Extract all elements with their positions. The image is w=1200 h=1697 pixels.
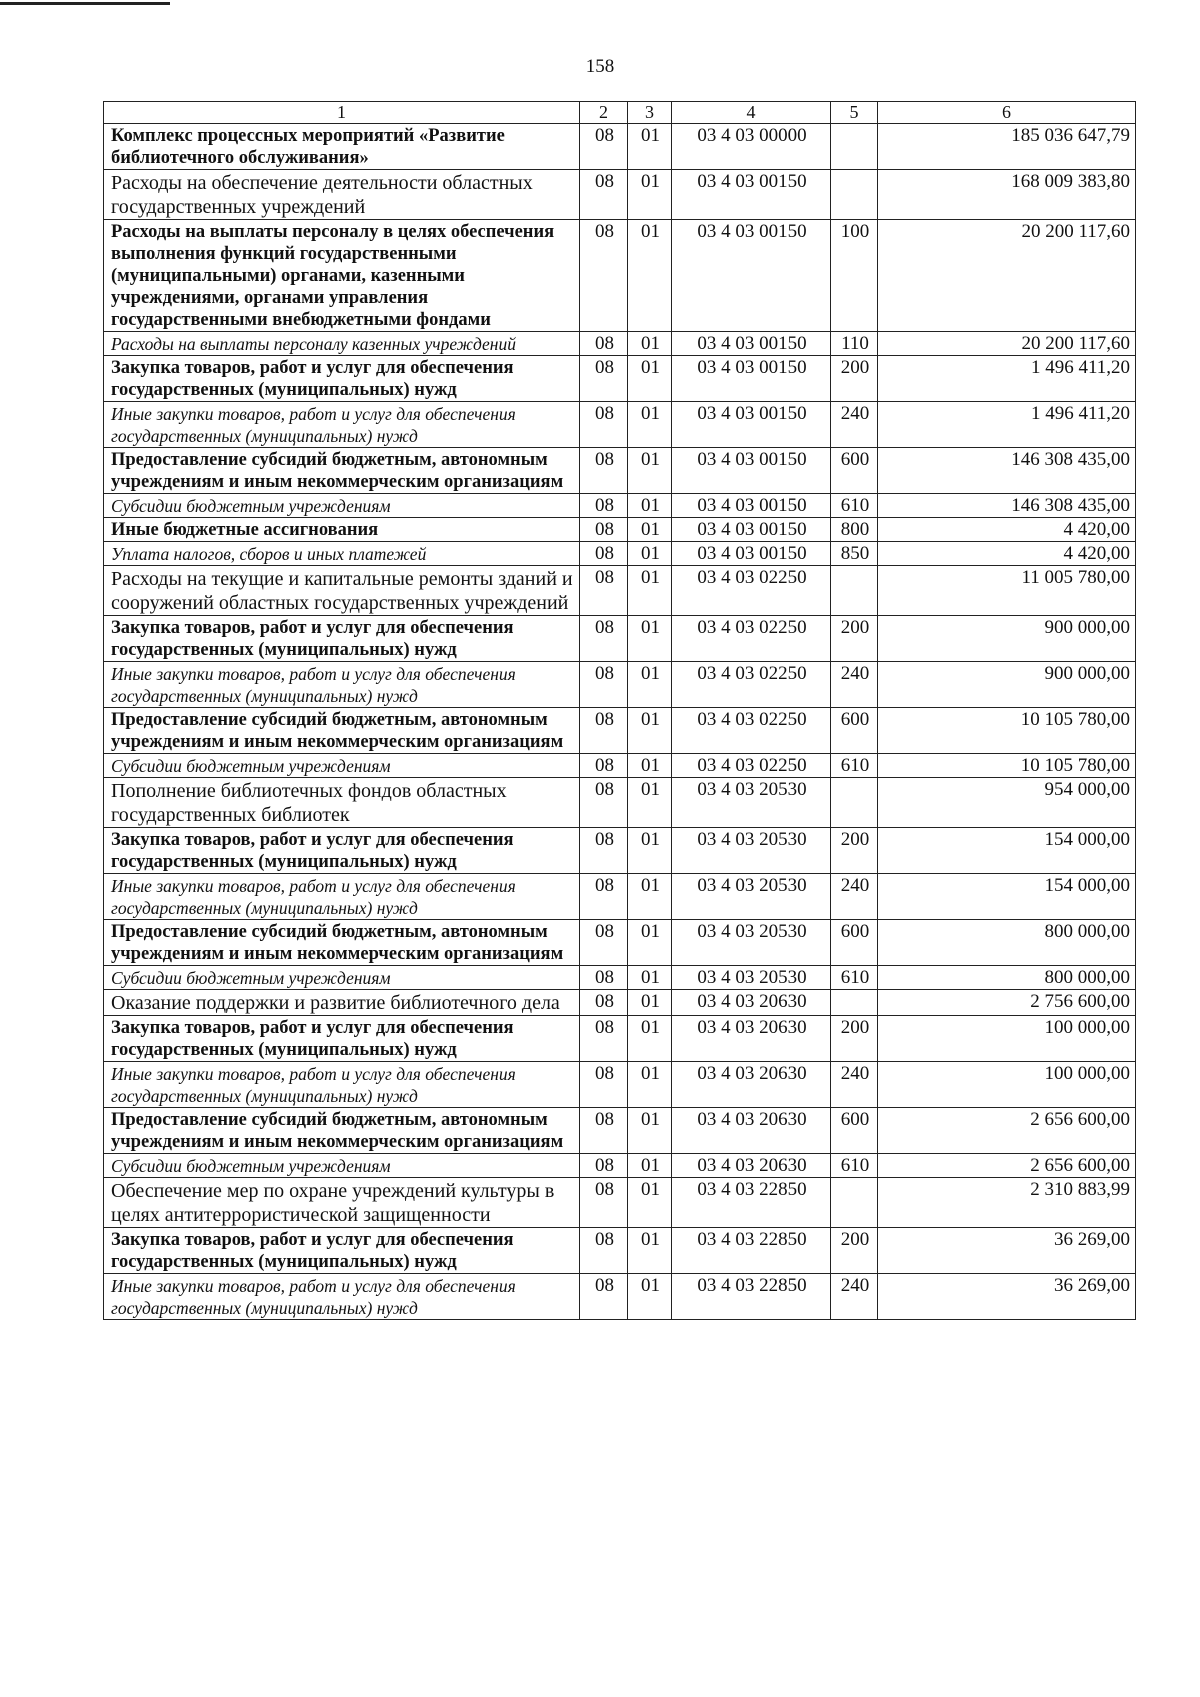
amount-cell: 954 000,00 <box>878 778 1136 828</box>
expense-type-cell: 200 <box>831 828 878 874</box>
subsection-code-cell: 01 <box>628 874 672 920</box>
section-code-cell: 08 <box>580 828 628 874</box>
row-name-cell: Расходы на текущие и капитальные ремонты зданий и сооружений областных государственных учреждений <box>104 566 580 616</box>
subsection-code-cell: 01 <box>628 448 672 494</box>
amount-cell: 20 200 117,60 <box>878 220 1136 332</box>
amount-cell: 100 000,00 <box>878 1016 1136 1062</box>
row-name-cell: Субсидии бюджетным учреждениям <box>104 494 580 518</box>
table-row <box>104 518 1136 542</box>
table-row <box>104 754 1136 778</box>
subsection-code-cell: 01 <box>628 1274 672 1320</box>
target-article-cell: 03 4 03 20530 <box>672 966 831 990</box>
target-article-cell: 03 4 03 02250 <box>672 616 831 662</box>
expense-type-cell: 600 <box>831 920 878 966</box>
table-row <box>104 1016 1136 1062</box>
section-code-cell: 08 <box>580 220 628 332</box>
header-cell-2: 2 <box>580 102 628 124</box>
target-article-cell: 03 4 03 20530 <box>672 778 831 828</box>
page-number: 158 <box>585 56 615 77</box>
section-code-cell: 08 <box>580 494 628 518</box>
amount-cell: 36 269,00 <box>878 1274 1136 1320</box>
amount-cell: 4 420,00 <box>878 518 1136 542</box>
target-article-cell: 03 4 03 20530 <box>672 828 831 874</box>
row-name-cell: Обеспечение мер по охране учреждений культуры в целях антитеррористической защищенности <box>104 1178 580 1228</box>
budget-table <box>103 101 1136 1320</box>
row-name-cell: Расходы на выплаты персоналу казенных учреждений <box>104 332 580 356</box>
expense-type-cell <box>831 778 878 828</box>
amount-cell: 900 000,00 <box>878 662 1136 708</box>
row-name-cell: Пополнение библиотечных фондов областных государственных библиотек <box>104 778 580 828</box>
row-name-cell: Иные закупки товаров, работ и услуг для обеспечения государственных (муниципальных) нужд <box>104 1062 580 1108</box>
amount-cell: 1 496 411,20 <box>878 356 1136 402</box>
subsection-code-cell: 01 <box>628 566 672 616</box>
expense-type-cell: 240 <box>831 402 878 448</box>
table-row <box>104 170 1136 220</box>
subsection-code-cell: 01 <box>628 1154 672 1178</box>
expense-type-cell: 200 <box>831 356 878 402</box>
target-article-cell: 03 4 03 20630 <box>672 990 831 1016</box>
amount-cell: 36 269,00 <box>878 1228 1136 1274</box>
expense-type-cell: 200 <box>831 1016 878 1062</box>
section-code-cell: 08 <box>580 1016 628 1062</box>
row-name-cell: Предоставление субсидий бюджетным, автономным учреждениям и иным некоммерческим организациям <box>104 448 580 494</box>
section-code-cell: 08 <box>580 990 628 1016</box>
target-article-cell: 03 4 03 22850 <box>672 1274 831 1320</box>
target-article-cell: 03 4 03 20630 <box>672 1154 831 1178</box>
subsection-code-cell: 01 <box>628 220 672 332</box>
section-code-cell: 08 <box>580 874 628 920</box>
table-row <box>104 966 1136 990</box>
table-row <box>104 494 1136 518</box>
section-code-cell: 08 <box>580 1274 628 1320</box>
target-article-cell: 03 4 03 20630 <box>672 1108 831 1154</box>
table-row <box>104 402 1136 448</box>
subsection-code-cell: 01 <box>628 754 672 778</box>
expense-type-cell <box>831 124 878 170</box>
header-cell-1: 1 <box>104 102 580 124</box>
amount-cell: 1 496 411,20 <box>878 402 1136 448</box>
subsection-code-cell: 01 <box>628 1228 672 1274</box>
row-name-cell: Иные закупки товаров, работ и услуг для обеспечения государственных (муниципальных) нужд <box>104 874 580 920</box>
section-code-cell: 08 <box>580 778 628 828</box>
subsection-code-cell: 01 <box>628 616 672 662</box>
section-code-cell: 08 <box>580 566 628 616</box>
table-row <box>104 220 1136 332</box>
subsection-code-cell: 01 <box>628 990 672 1016</box>
row-name-cell: Субсидии бюджетным учреждениям <box>104 754 580 778</box>
table-row <box>104 566 1136 616</box>
section-code-cell: 08 <box>580 402 628 448</box>
subsection-code-cell: 01 <box>628 920 672 966</box>
subsection-code-cell: 01 <box>628 542 672 566</box>
target-article-cell: 03 4 03 00150 <box>672 356 831 402</box>
table-row <box>104 542 1136 566</box>
amount-cell: 168 009 383,80 <box>878 170 1136 220</box>
subsection-code-cell: 01 <box>628 356 672 402</box>
section-code-cell: 08 <box>580 1154 628 1178</box>
target-article-cell: 03 4 03 00150 <box>672 542 831 566</box>
table-row <box>104 616 1136 662</box>
amount-cell: 154 000,00 <box>878 828 1136 874</box>
subsection-code-cell: 01 <box>628 170 672 220</box>
row-name-cell: Закупка товаров, работ и услуг для обеспечения государственных (муниципальных) нужд <box>104 616 580 662</box>
subsection-code-cell: 01 <box>628 124 672 170</box>
target-article-cell: 03 4 03 00150 <box>672 494 831 518</box>
row-name-cell: Иные закупки товаров, работ и услуг для обеспечения государственных (муниципальных) нужд <box>104 662 580 708</box>
expense-type-cell: 600 <box>831 708 878 754</box>
amount-cell: 10 105 780,00 <box>878 708 1136 754</box>
amount-cell: 800 000,00 <box>878 966 1136 990</box>
amount-cell: 4 420,00 <box>878 542 1136 566</box>
expense-type-cell: 240 <box>831 1274 878 1320</box>
header-cell-3: 3 <box>628 102 672 124</box>
target-article-cell: 03 4 03 20530 <box>672 920 831 966</box>
top-rule <box>0 2 170 5</box>
table-row <box>104 920 1136 966</box>
expense-type-cell <box>831 566 878 616</box>
target-article-cell: 03 4 03 20630 <box>672 1016 831 1062</box>
amount-cell: 900 000,00 <box>878 616 1136 662</box>
subsection-code-cell: 01 <box>628 1016 672 1062</box>
row-name-cell: Расходы на выплаты персоналу в целях обеспечения выполнения функций государственными (муниципальными) органами, казенными учреждениями, органами управления государственными внебюджетными фондами <box>104 220 580 332</box>
table-row <box>104 662 1136 708</box>
section-code-cell: 08 <box>580 332 628 356</box>
expense-type-cell: 610 <box>831 1154 878 1178</box>
subsection-code-cell: 01 <box>628 494 672 518</box>
amount-cell: 10 105 780,00 <box>878 754 1136 778</box>
section-code-cell: 08 <box>580 966 628 990</box>
expense-type-cell <box>831 990 878 1016</box>
amount-cell: 146 308 435,00 <box>878 448 1136 494</box>
table-row <box>104 1154 1136 1178</box>
expense-type-cell: 800 <box>831 518 878 542</box>
amount-cell: 20 200 117,60 <box>878 332 1136 356</box>
subsection-code-cell: 01 <box>628 1108 672 1154</box>
section-code-cell: 08 <box>580 616 628 662</box>
row-name-cell: Закупка товаров, работ и услуг для обеспечения государственных (муниципальных) нужд <box>104 356 580 402</box>
expense-type-cell <box>831 170 878 220</box>
subsection-code-cell: 01 <box>628 778 672 828</box>
target-article-cell: 03 4 03 00150 <box>672 448 831 494</box>
target-article-cell: 03 4 03 20630 <box>672 1062 831 1108</box>
amount-cell: 2 310 883,99 <box>878 1178 1136 1228</box>
section-code-cell: 08 <box>580 170 628 220</box>
expense-type-cell: 110 <box>831 332 878 356</box>
table-row <box>104 1274 1136 1320</box>
section-code-cell: 08 <box>580 356 628 402</box>
table-row <box>104 708 1136 754</box>
row-name-cell: Предоставление субсидий бюджетным, автономным учреждениям и иным некоммерческим организациям <box>104 708 580 754</box>
section-code-cell: 08 <box>580 1178 628 1228</box>
amount-cell: 800 000,00 <box>878 920 1136 966</box>
section-code-cell: 08 <box>580 518 628 542</box>
header-cell-6: 6 <box>878 102 1136 124</box>
target-article-cell: 03 4 03 00000 <box>672 124 831 170</box>
row-name-cell: Предоставление субсидий бюджетным, автономным учреждениям и иным некоммерческим организациям <box>104 920 580 966</box>
subsection-code-cell: 01 <box>628 828 672 874</box>
subsection-code-cell: 01 <box>628 402 672 448</box>
row-name-cell: Иные закупки товаров, работ и услуг для обеспечения государственных (муниципальных) нужд <box>104 402 580 448</box>
expense-type-cell: 200 <box>831 1228 878 1274</box>
table-row <box>104 1228 1136 1274</box>
section-code-cell: 08 <box>580 542 628 566</box>
row-name-cell: Закупка товаров, работ и услуг для обеспечения государственных (муниципальных) нужд <box>104 1016 580 1062</box>
amount-cell: 100 000,00 <box>878 1062 1136 1108</box>
expense-type-cell: 850 <box>831 542 878 566</box>
expense-type-cell <box>831 1178 878 1228</box>
target-article-cell: 03 4 03 00150 <box>672 332 831 356</box>
expense-type-cell: 100 <box>831 220 878 332</box>
subsection-code-cell: 01 <box>628 518 672 542</box>
table-row <box>104 828 1136 874</box>
table-row <box>104 874 1136 920</box>
amount-cell: 2 756 600,00 <box>878 990 1136 1016</box>
row-name-cell: Субсидии бюджетным учреждениям <box>104 1154 580 1178</box>
row-name-cell: Закупка товаров, работ и услуг для обеспечения государственных (муниципальных) нужд <box>104 1228 580 1274</box>
target-article-cell: 03 4 03 00150 <box>672 518 831 542</box>
subsection-code-cell: 01 <box>628 662 672 708</box>
amount-cell: 11 005 780,00 <box>878 566 1136 616</box>
expense-type-cell: 610 <box>831 966 878 990</box>
section-code-cell: 08 <box>580 124 628 170</box>
table-row <box>104 1062 1136 1108</box>
expense-type-cell: 600 <box>831 448 878 494</box>
subsection-code-cell: 01 <box>628 708 672 754</box>
target-article-cell: 03 4 03 00150 <box>672 402 831 448</box>
subsection-code-cell: 01 <box>628 332 672 356</box>
section-code-cell: 08 <box>580 1228 628 1274</box>
amount-cell: 185 036 647,79 <box>878 124 1136 170</box>
target-article-cell: 03 4 03 20530 <box>672 874 831 920</box>
expense-type-cell: 240 <box>831 662 878 708</box>
header-cell-5: 5 <box>831 102 878 124</box>
table-row <box>104 124 1136 170</box>
target-article-cell: 03 4 03 02250 <box>672 708 831 754</box>
section-code-cell: 08 <box>580 708 628 754</box>
table-row <box>104 356 1136 402</box>
section-code-cell: 08 <box>580 920 628 966</box>
row-name-cell: Иные закупки товаров, работ и услуг для обеспечения государственных (муниципальных) нужд <box>104 1274 580 1320</box>
table-row <box>104 1108 1136 1154</box>
target-article-cell: 03 4 03 02250 <box>672 662 831 708</box>
amount-cell: 2 656 600,00 <box>878 1108 1136 1154</box>
target-article-cell: 03 4 03 22850 <box>672 1178 831 1228</box>
expense-type-cell: 600 <box>831 1108 878 1154</box>
expense-type-cell: 200 <box>831 616 878 662</box>
row-name-cell: Предоставление субсидий бюджетным, автономным учреждениям и иным некоммерческим организациям <box>104 1108 580 1154</box>
subsection-code-cell: 01 <box>628 966 672 990</box>
amount-cell: 146 308 435,00 <box>878 494 1136 518</box>
target-article-cell: 03 4 03 00150 <box>672 220 831 332</box>
row-name-cell: Иные бюджетные ассигнования <box>104 518 580 542</box>
section-code-cell: 08 <box>580 1108 628 1154</box>
target-article-cell: 03 4 03 02250 <box>672 754 831 778</box>
row-name-cell: Субсидии бюджетным учреждениям <box>104 966 580 990</box>
section-code-cell: 08 <box>580 662 628 708</box>
expense-type-cell: 610 <box>831 494 878 518</box>
expense-type-cell: 240 <box>831 1062 878 1108</box>
section-code-cell: 08 <box>580 1062 628 1108</box>
table-row <box>104 1178 1136 1228</box>
row-name-cell: Расходы на обеспечение деятельности областных государственных учреждений <box>104 170 580 220</box>
header-cell-4: 4 <box>672 102 831 124</box>
row-name-cell: Закупка товаров, работ и услуг для обеспечения государственных (муниципальных) нужд <box>104 828 580 874</box>
table-row <box>104 990 1136 1016</box>
row-name-cell: Уплата налогов, сборов и иных платежей <box>104 542 580 566</box>
section-code-cell: 08 <box>580 448 628 494</box>
header-row <box>104 102 1136 124</box>
table-row <box>104 448 1136 494</box>
section-code-cell: 08 <box>580 754 628 778</box>
target-article-cell: 03 4 03 22850 <box>672 1228 831 1274</box>
table-row <box>104 332 1136 356</box>
amount-cell: 2 656 600,00 <box>878 1154 1136 1178</box>
target-article-cell: 03 4 03 00150 <box>672 170 831 220</box>
target-article-cell: 03 4 03 02250 <box>672 566 831 616</box>
table-row <box>104 778 1136 828</box>
subsection-code-cell: 01 <box>628 1178 672 1228</box>
expense-type-cell: 240 <box>831 874 878 920</box>
row-name-cell: Оказание поддержки и развитие библиотечного дела <box>104 990 580 1016</box>
row-name-cell: Комплекс процессных мероприятий «Развитие библиотечного обслуживания» <box>104 124 580 170</box>
subsection-code-cell: 01 <box>628 1062 672 1108</box>
expense-type-cell: 610 <box>831 754 878 778</box>
amount-cell: 154 000,00 <box>878 874 1136 920</box>
